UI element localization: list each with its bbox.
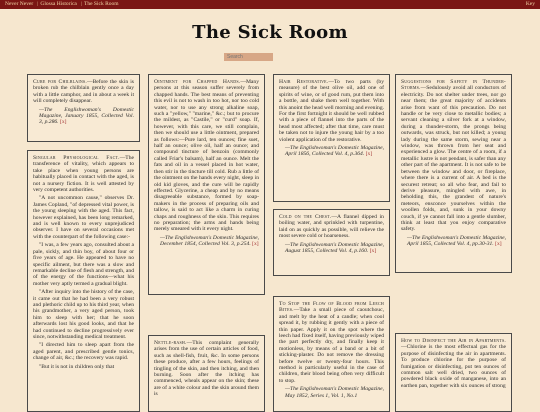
expand-link[interactable]: [x] (59, 119, 67, 126)
card-body: —To two parts (by measure) of the best olive oil, add one of spirits of wine, or of good rum, put them into a bottle, and shake them well together. With this anoint the head well morning and evening. For the first fortnight it should be well rubbed with a piece of flannel into the parts of the head most affected; after that time, care must be taken not to injure the young hair by a too violent application of the restorative. (279, 79, 385, 143)
card-body: —A flannel dipped in boiling water, and sprinkled with turpentine, laid on as quickly as possible, will relieve the most severe cold or hoarseness. (279, 214, 384, 240)
key-link[interactable]: Key (525, 1, 535, 7)
breadcrumb-the-sick-room[interactable]: The Sick Room (83, 1, 119, 7)
card-body: —The transference of vitality, which appears to take place when young persons are habitually placed in contact with the aged, is not a nursery fiction. It is well attested by very competent authorities. (33, 155, 134, 194)
card-body: —This complaint generally arises from the use of certain articles of food, such as shell-fish, fruit, &c. In some persons these produce, after a few hours, feelings of tingling of the skin, and then itching, and then burning. Soon after the itching has commenced, wheals appear on the skin; these are of a white colour and the skin around them is (154, 340, 259, 398)
expand-link[interactable]: [x] (495, 241, 502, 248)
card-heading: Nettle-rash. (154, 340, 187, 346)
breadcrumb-separator: | (80, 1, 82, 7)
top-nav-bar (0, 0, 540, 9)
card-nettle-rash (148, 335, 265, 412)
card-hair-restorative (273, 74, 390, 202)
card-cold-on-the-chest (273, 209, 390, 276)
card-leech-bites (273, 296, 390, 412)
card-citation: —The Englishwoman's Domestic Magazine, April 1856, Collected Vol. 4, p.364. (285, 145, 384, 158)
search-input[interactable] (224, 53, 273, 61)
breadcrumb-never-never[interactable]: Never Never (5, 1, 34, 7)
card-heading: Singular Physiological Fact. (33, 155, 120, 161)
card-heading: Cure for Chilblains. (33, 79, 87, 85)
expand-link[interactable]: [x] (369, 248, 377, 255)
expand-link[interactable]: [x] (365, 151, 373, 158)
breadcrumb-separator: | (37, 1, 39, 7)
card-disinfect-the-air (395, 333, 512, 412)
card-body: —Take a small piece of caoutchouc, and melt by the heat of a candle; when cool spread it, by rubbing it gently with a piece of thin paper. Apply it on the spot where the leech had fixed itself, having previously wiped the part perfectly dry, and finally keep it motionless, by means of a band or a bit of sticking-plaster. Do not remove the dressing before twelve or twenty-four hours. This method is particularly useful in the case of children, their blood being often very difficult to stop. (279, 307, 384, 384)
card-cure-for-chilblains (27, 74, 140, 142)
card-heading: Suggestions for Safety in Thunder-Storms. (401, 79, 506, 92)
card-body: —Before the skin is broken rub the chilblain gently once a day with a little camphor, and in about a week it will completely disappear. (33, 79, 134, 105)
card-citation: —The Englishwoman's Domestic Magazine, December 1854, Collected Vol. 3, p.254. (160, 234, 259, 248)
card-citation: —The Englishwoman's Domestic Magazine, January 1855, Collected Vol. 3, p.286. (39, 106, 134, 126)
card-paragraph: "After inquiry into the history of the case, it came out that he had been a very robust and plethoric child up to his third year, when his grandmother, a very aged person, took him to sleep with her; that he soon afterwards lost his good looks, and that he had continued to decline progressively ever since, notwithstanding medical treatment. (33, 289, 134, 340)
expand-link[interactable]: [x] (252, 241, 259, 248)
page-title: The Sick Room (192, 22, 348, 43)
card-paragraph: "I was, a few years ago, consulted about a pale, sickly, and thin boy, of about four or five years of age. He appeared to have no specific ailment, but there was a slow and remarkable decline of flesh and strength, and of the energy of the functions—what his mother very aptly termed a gradual blight. (33, 242, 134, 287)
breadcrumb-glossa-historica[interactable]: Glossa Historica (40, 1, 77, 7)
card-paragraph: "But it is not in children only that (39, 363, 115, 370)
card-singular-physiological-fact (27, 150, 140, 412)
card-safety-in-thunder-storms (395, 74, 512, 273)
card-ointment-for-chapped-hands (148, 74, 265, 295)
card-body: —Many persons at this season suffer severely from chapped hands. The best means of preventing this evil is not to wash in too hot, nor too cold water, nor to use any strong alkaline soap, such a "yellow," "marine," &c.; but to procure the mildest, as "Castile," or "curd" soap. If, however, with this care, we still complain, then we should use a little ointment, prepared as follows:—Pure lard, ten ounces; fine suet, half an ounce; olive oil, half an ounce; and compound tincture of benzoin (commonly called Friar's balsam), half an ounce. Melt the fats and oil in a vessel placed in hot water, then stir in the tincture till cold. Rub a little of the ointment on the hands every night, sleep in old kid gloves, and the cure will be rapidly effected. Glycerine, a cheap and by no means disagreeable substance, formed by soap-makers in the process of preparing oils and tallow, is said to act like a charm in curing chaps and roughness of the skin. This requires no preparation; the arms and hands being merely smeared with it every night. (154, 79, 259, 233)
card-body: —Sedulously avoid all conductors of electricity. Do not shelter under trees, nor go near them; the great majority of accidents arise from want of this precaution. Do not handle or be very close to metallic bodies; a servant cleaning a silver fork at a window, during a thunder-storm, the prongs being outwards, was struck, but not killed; a young lady during the same storm, sewing near a window, was thrown from her seat and experienced a glow. The centre of a room, if a metallic lustre is not pendant, is safer than any other part of the apartment. It is not safe to be between the window and door, or fireplace, where there is a current of air. A bed is the securest retreat; so all who fear, and fail to derive pleasure, mingled with awe, in beholding this, the grandest of nature's meteors, ensconce yourselves within the woollen folds, and, sunk in your downy couch, if ye cannot fall into a gentle slumber, think at least that you enjoy comparative safety. (401, 85, 506, 233)
card-paragraph: "A not uncommon cause," observes Dr. James Copland, "of depressed vital power, is the young sleeping with the aged. This fact, however explained, has been long remarked, and is well known to every unprejudiced observer. I have on several occasions met with the counterpart of the following case:- (33, 195, 134, 240)
card-paragraph: "I directed him to sleep apart from the aged parent, and prescribed gentle tonics, change of air, &c.; the recovery was rapid. (33, 342, 134, 362)
card-citation: —The Englishwoman's Domestic Magazine, April 1855, Collected Vol. 4, pp.30-31. (407, 234, 506, 248)
card-heading: How to Disinfect the Air in Apartments. (401, 338, 506, 344)
card-citation: —The Englishwoman's Domestic Magazine, August 1855, Collected Vol. 4, p.160. (285, 241, 384, 255)
card-heading: To Stop the Flow of Blood from Leech Bites. (279, 301, 384, 314)
card-heading: Ointment for Chapped Hands. (154, 79, 241, 85)
card-heading: Cold on the Chest. (279, 214, 332, 220)
card-heading: Hair Restorative. (279, 79, 329, 85)
card-body: —Chlorine is the most effectual gas for the purpose of disinfecting the air in apartments. To produce chlorine for the purpose of fumigation or disinfecting, put ten ounces of common salt well dried, two ounces of powdered black oxide of manganese, into an earthen pan, together with six ounces of strong (401, 344, 506, 389)
card-citation: —The Englishwoman's Domestic Magazine, May 1852, Series 1, Vol. 1, No.1 (285, 386, 384, 399)
breadcrumb (5, 0, 121, 9)
